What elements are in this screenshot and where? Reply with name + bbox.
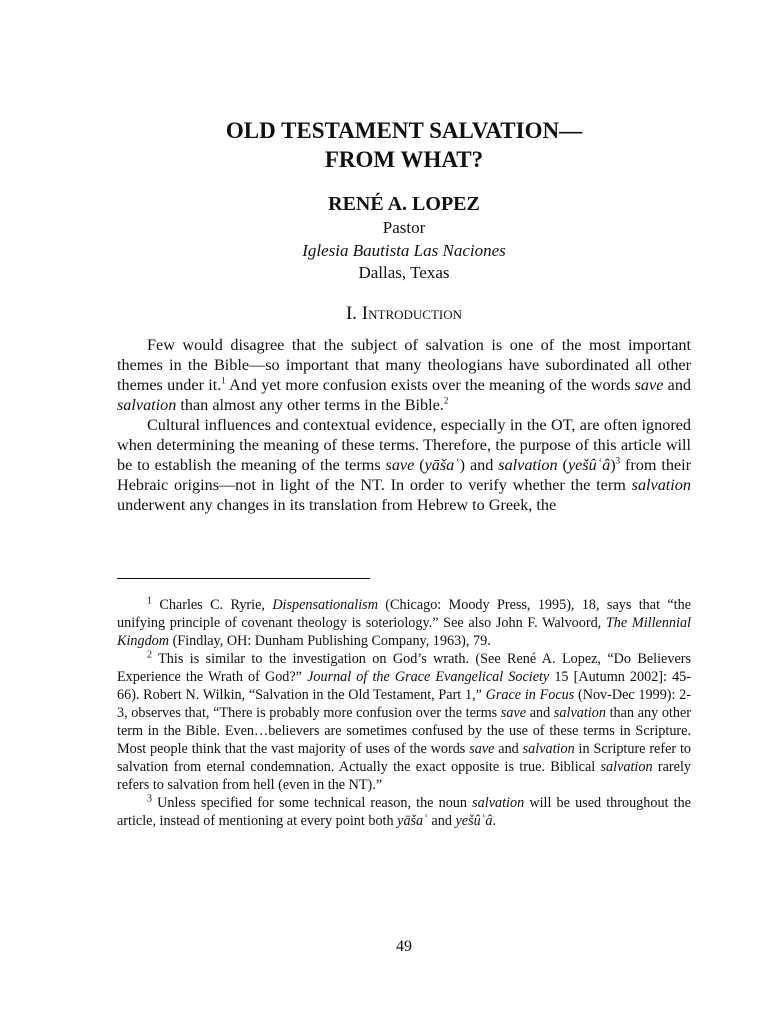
page-number: 49 bbox=[396, 938, 412, 955]
paragraph-2 bbox=[117, 415, 691, 515]
text-run: Charles C. Ryrie, bbox=[152, 597, 273, 613]
text-run: (Nov-Dec 1999): 2-3, observes that, “There is probably more confusion over the terms bbox=[117, 687, 691, 721]
text-run: underwent any changes in its translation from Hebrew to Greek, the bbox=[117, 496, 557, 514]
book-title: Dispensationalism bbox=[272, 597, 378, 613]
footnote-number: 3 bbox=[147, 793, 152, 805]
term-save: save bbox=[385, 456, 415, 474]
footnote-number: 2 bbox=[147, 649, 152, 661]
text-run: (Chicago: Moody Press, 1995), 18, says that “the unifying principle of covenant theology is soteriology.” See also John F. Walvoord, bbox=[117, 597, 691, 631]
periodical-title: Grace in Focus bbox=[485, 687, 575, 703]
text-run: will be used throughout the article, instead of mentioning at every point both bbox=[117, 795, 691, 829]
term-salvation: salvation bbox=[522, 741, 575, 757]
footnote-2 bbox=[117, 650, 691, 794]
text-run: and bbox=[526, 705, 554, 721]
text-run: Few would disagree that the subject of salvation is one of the most important themes in the Bible—so important that many theologians have subordinated all other themes under it. bbox=[117, 336, 691, 394]
term-salvation: salvation bbox=[631, 476, 691, 494]
title-line-2: FROM WHAT? bbox=[324, 147, 484, 172]
body-text bbox=[117, 335, 691, 515]
footnote-ref-1[interactable]: 1 bbox=[221, 375, 226, 386]
term-salvation: salvation bbox=[600, 759, 653, 775]
hebrew-term-yasa: yāšaʿ bbox=[397, 813, 428, 829]
term-salvation: salvation bbox=[553, 705, 606, 721]
term-salvation: salvation bbox=[472, 795, 525, 811]
term-save: save bbox=[634, 376, 664, 394]
text-run: ( bbox=[414, 456, 425, 474]
text-run: ) and bbox=[459, 456, 499, 474]
title-line-1: OLD TESTAMENT SALVATION— bbox=[225, 118, 583, 143]
text-run: ( bbox=[557, 456, 568, 474]
footnote-number: 1 bbox=[147, 595, 152, 607]
text-run: . bbox=[492, 813, 497, 829]
footnote-ref-2[interactable]: 2 bbox=[443, 395, 449, 406]
text-run: than almost any other terms in the Bible. bbox=[176, 396, 444, 414]
article-title bbox=[117, 116, 691, 174]
text-run: and bbox=[663, 376, 692, 394]
author-city: Dallas, Texas bbox=[358, 263, 450, 282]
footnote-divider bbox=[117, 578, 370, 579]
journal-title: Journal of the Grace Evangelical Society bbox=[307, 669, 550, 685]
author-role: Pastor bbox=[382, 218, 426, 237]
term-salvation: salvation bbox=[498, 456, 558, 474]
text-run: than any other term in the Bible. Even…believers are sometimes confused by the use of these terms in Scripture. Most people think that the vast majority of uses of the words bbox=[117, 705, 691, 757]
author-name: RENÉ A. LOPEZ bbox=[328, 193, 480, 215]
text-run: rarely refers to salvation from hell (even in the NT).” bbox=[117, 759, 691, 793]
term-salvation: salvation bbox=[117, 396, 177, 414]
text-run: (Findlay, OH: Dunham Publishing Company, 1963), 79. bbox=[169, 633, 491, 649]
text-run: This is similar to the investigation on God’s wrath. (See René A. Lopez, “Do Believers Experience the Wrath of God?” bbox=[117, 651, 691, 685]
text-run: 15 [Autumn 2002]: 45-66). Robert N. Wilkin, “Salvation in the Old Testament, Part 1,” bbox=[117, 669, 691, 703]
book-title: The Millennial Kingdom bbox=[117, 615, 691, 649]
hebrew-term-yasa: yāšaʿ bbox=[424, 456, 460, 474]
footnote-ref-3[interactable]: 3 bbox=[615, 455, 621, 466]
section-heading: I. Introduction bbox=[345, 303, 463, 324]
footnotes bbox=[117, 596, 691, 830]
text-run: and bbox=[427, 813, 456, 829]
author-church: Iglesia Bautista Las Naciones bbox=[302, 241, 506, 260]
text-run: and bbox=[494, 741, 523, 757]
text-run: in Scripture refer to salvation from eternal condemnation. Actually the exact opposite is true. Biblical bbox=[117, 741, 692, 775]
text-run: And yet more confusion exists over the meaning of the words bbox=[225, 376, 635, 394]
text-run: ) bbox=[610, 456, 616, 474]
paragraph-1 bbox=[117, 335, 691, 415]
text-run: from their Hebraic origins—not in light of the NT. In order to verify whether the term bbox=[117, 456, 692, 494]
term-save: save bbox=[469, 741, 495, 757]
text-run: Unless specified for some technical reason, the noun bbox=[152, 795, 473, 811]
hebrew-term-yesua: yešûʿâ bbox=[455, 813, 493, 829]
footnote-1 bbox=[117, 596, 691, 650]
footnote-3 bbox=[117, 794, 691, 830]
text-run: Cultural influences and contextual evidence, especially in the OT, are often ignored when determining the meaning of these terms. Therefore, the purpose of this article will be to establish the meaning of the terms bbox=[117, 416, 691, 474]
hebrew-term-yesua: yešûʿâ bbox=[567, 456, 611, 474]
term-save: save bbox=[500, 705, 527, 721]
